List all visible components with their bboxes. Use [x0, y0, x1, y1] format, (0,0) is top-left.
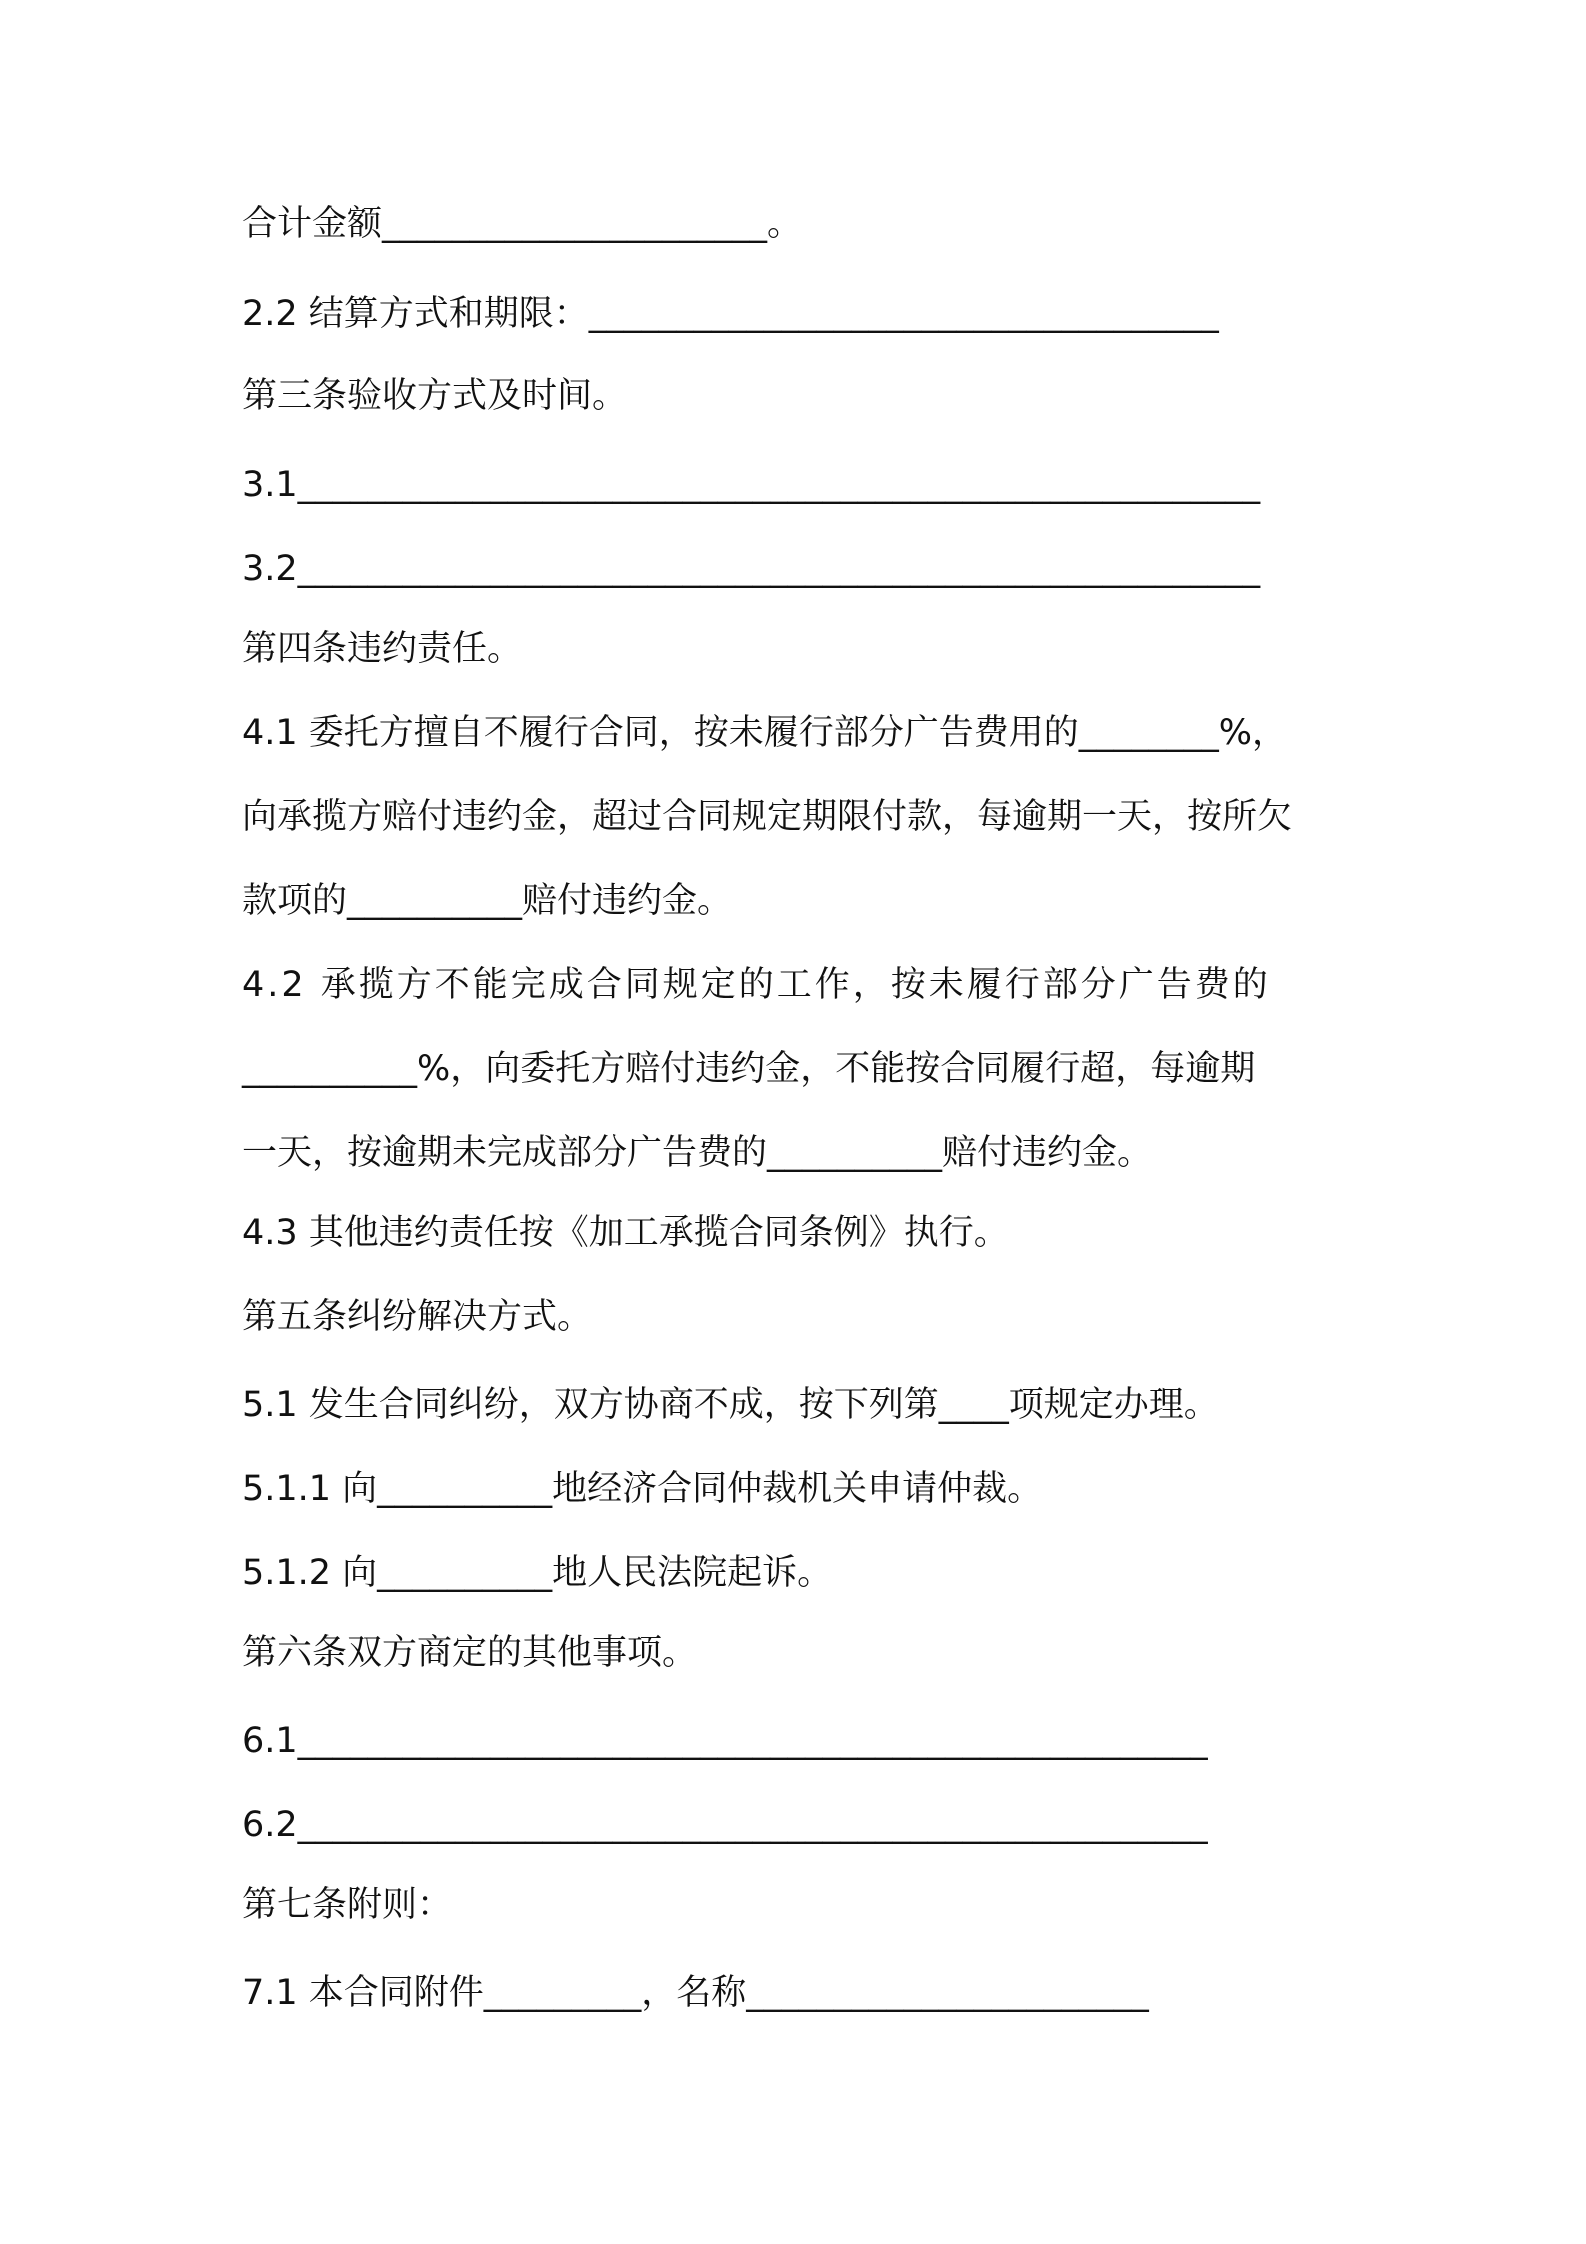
article-4-heading: 第四条违约责任。 [242, 629, 523, 669]
clause-3-2: 3.2_______________________________________________________ [242, 549, 1261, 589]
clause-5-1-1: 5.1.1 向__________地经济合同仲裁机关申请仲裁。 [242, 1469, 1043, 1509]
clause-4-2-line-1: 4.2 承揽方不能完成合同规定的工作，按未履行部分广告费的 [242, 965, 1271, 1005]
clause-4-1-line-2: 向承揽方赔付违约金，超过合同规定期限付款，每逾期一天，按所欠 [242, 797, 1293, 837]
clause-4-2-line-2: __________%，向委托方赔付违约金，不能按合同履行超，每逾期 [242, 1049, 1256, 1089]
clause-4-1-line-3: 款项的__________赔付违约金。 [242, 881, 733, 921]
total-amount-line: 合计金额______________________。 [242, 204, 803, 244]
clause-4-3: 4.3 其他违约责任按《加工承揽合同条例》执行。 [242, 1213, 1009, 1253]
clause-7-1: 7.1 本合同附件_________，名称_______________________ [242, 1973, 1149, 2013]
settlement-terms-line: 2.2 结算方式和期限：____________________________________ [242, 294, 1219, 334]
article-5-heading: 第五条纠纷解决方式。 [242, 1297, 593, 1337]
clause-6-1: 6.1____________________________________________________ [242, 1721, 1208, 1761]
clause-5-1: 5.1 发生合同纠纷，双方协商不成，按下列第____项规定办理。 [242, 1385, 1219, 1425]
clause-3-1: 3.1_______________________________________________________ [242, 465, 1261, 505]
article-7-heading: 第七条附则： [242, 1885, 453, 1925]
article-6-heading: 第六条双方商定的其他事项。 [242, 1633, 698, 1673]
clause-6-2: 6.2____________________________________________________ [242, 1805, 1208, 1845]
article-3-heading: 第三条验收方式及时间。 [242, 376, 628, 416]
clause-4-1-line-1: 4.1 委托方擅自不履行合同，按未履行部分广告费用的________%， [242, 713, 1288, 753]
clause-5-1-2: 5.1.2 向__________地人民法院起诉。 [242, 1553, 833, 1593]
clause-4-2-line-3: 一天，按逾期未完成部分广告费的__________赔付违约金。 [242, 1133, 1153, 1173]
